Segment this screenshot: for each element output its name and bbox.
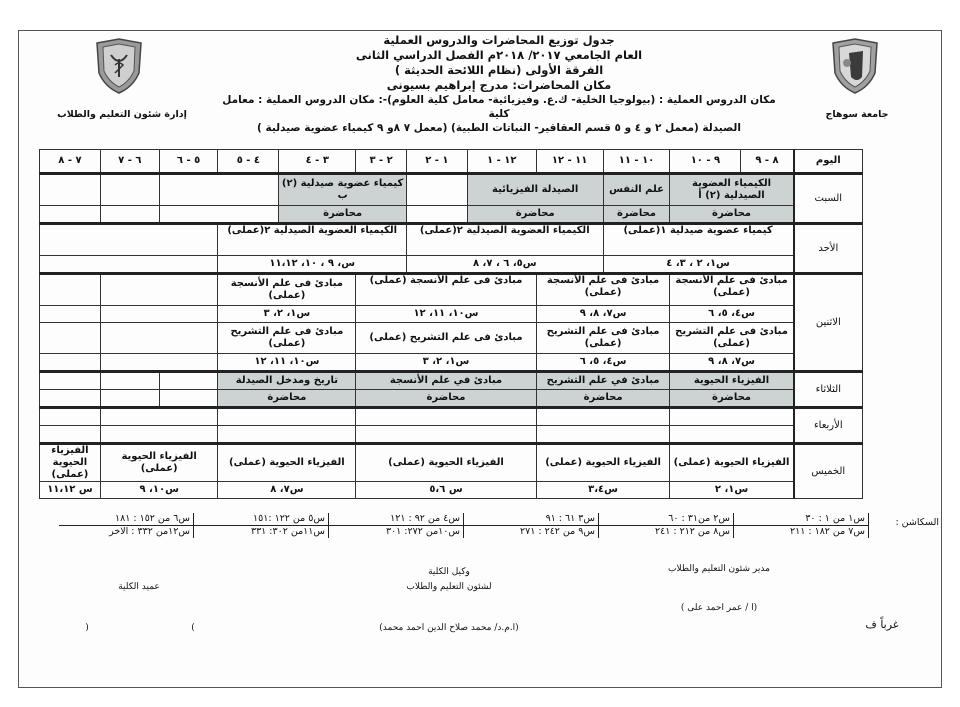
monday-sections-row-1: [40, 306, 863, 323]
dean-name-bracket-right: ): [191, 623, 195, 633]
document-title: جدول توزيع المحاضرات والدروس العملية: [383, 33, 615, 47]
department-caption: إدارة شئون التعليم والطلاب: [57, 109, 187, 120]
sections-cell: س، ٩ ، ١٠، ١١،١٢: [218, 256, 407, 274]
empty-cell: [40, 372, 101, 390]
empty-cell: [100, 390, 159, 408]
faculty-logo: [93, 37, 145, 95]
sections-cell: س٧، ٨، ٩: [670, 354, 794, 372]
course-cell: الصيدلة الفيزيائية: [467, 174, 603, 206]
empty-cell: [100, 206, 159, 224]
empty-cell: [40, 274, 101, 306]
day-column-header: اليوم: [794, 150, 863, 174]
university-emblem-icon: [829, 37, 881, 95]
session-type: محاضرة: [356, 390, 536, 408]
hour-header: ٥ - ٦: [159, 150, 218, 174]
manager-name: (ا / عمر احمد على ): [680, 603, 758, 613]
university-caption: جامعة سوهاج: [825, 109, 889, 120]
session-type: محاضرة: [536, 390, 670, 408]
monday-sections-row-2: [40, 354, 863, 372]
empty-cell: [159, 174, 279, 206]
course-cell: كيمياء عضوية صيدلية ١(عملى): [603, 224, 794, 256]
hour-header: ٣ - ٤: [279, 150, 356, 174]
course-cell: الكيمياء العضوية الصيدلية ٢(عملى): [406, 224, 603, 256]
practicals-place-line-1: مكان الدروس العملية : (بيولوجيا الخلية- ك.ع. وفيزيائية- معامل كلية العلوم)-: مكان الدروس العملية : معامل كلية: [222, 94, 776, 120]
course-cell: مبادئ في علم التشريح: [536, 372, 670, 390]
saturday-row: [40, 174, 863, 206]
course-cell: مبادئ فى علم الأنسجة (عملى): [356, 274, 536, 306]
hour-header: ١٢ - ١: [467, 150, 536, 174]
empty-cell: [100, 354, 218, 372]
course-cell: الفيزياء الحيوية (عملى): [536, 444, 670, 482]
empty-cell: [100, 426, 218, 444]
prepared-by-signature: غرباً ف: [865, 618, 899, 631]
section-range: س١٠من ٢٧٢: ٣٠١: [329, 526, 464, 538]
hour-header: ٢ - ٣: [356, 150, 407, 174]
thursday-sections-row: [40, 482, 863, 499]
empty-cell: [100, 306, 218, 323]
empty-cell: [40, 306, 101, 323]
empty-cell: [159, 372, 218, 390]
hour-header: ١ - ٢: [406, 150, 467, 174]
sections-cell: س١، ٢، ٣: [356, 354, 536, 372]
empty-cell: [536, 408, 670, 426]
lectures-place: مكان المحاضرات: مدرج إبراهيم بسيونى: [386, 78, 612, 92]
section-range: س٩ من ٢٤٢ : ٢٧١: [464, 526, 599, 538]
empty-cell: [100, 274, 218, 306]
hour-header: ٩ - ١٠: [670, 150, 741, 174]
hour-header: ٧ - ٨: [40, 150, 101, 174]
empty-cell: [159, 390, 218, 408]
sections-label: السكاشن :: [895, 517, 939, 528]
empty-cell: [40, 323, 101, 354]
course-cell: مبادئ فى علم التشريح (عملى): [536, 323, 670, 354]
session-type: محاضرة: [670, 206, 794, 224]
academic-year: العام الجامعي ٢٠١٧/ ٢٠١٨م الفصل الدراسي الثانى: [355, 48, 643, 62]
dean-name-bracket-left: (: [85, 623, 89, 633]
empty-cell: [40, 256, 218, 274]
tuesday-row: [40, 372, 863, 390]
course-cell: مبادئ فى علم الأنسجة (عملى): [536, 274, 670, 306]
sections-cell: س١٠، ٩: [100, 482, 218, 499]
sections-cell: س٤، ٥، ٦: [536, 354, 670, 372]
empty-cell: [218, 408, 356, 426]
empty-cell: [100, 408, 218, 426]
dean-title: عميد الكلية: [118, 582, 160, 592]
sections-cell: س١، ٢، ٣: [218, 306, 356, 323]
saturday-type-row: [40, 206, 863, 224]
sections-row-2: [59, 526, 869, 538]
empty-cell: [536, 426, 670, 444]
pharmacy-emblem-icon: [93, 37, 145, 95]
course-cell: مبادئ فى علم التشريح (عملى): [670, 323, 794, 354]
empty-cell: [40, 206, 101, 224]
tuesday-type-row: [40, 390, 863, 408]
course-cell: الفيزياء الحيوية (عملى): [100, 444, 218, 482]
empty-cell: [40, 426, 101, 444]
hours-header-row: [40, 150, 863, 174]
university-logo: [829, 37, 881, 95]
timetable: [39, 149, 863, 499]
empty-cell: [40, 390, 101, 408]
manager-title: مدير شئون التعليم والطلاب: [668, 564, 770, 574]
day-label-wednesday: الأربعاء: [794, 408, 863, 444]
session-type: محاضرة: [603, 206, 670, 224]
section-range: س١١من ٣٠٢: ٣٣١: [194, 526, 329, 538]
course-cell: الكيمياء العضوية الصيدلية ٢(عملى): [218, 224, 407, 256]
sections-cell: س٣،٤: [536, 482, 670, 499]
empty-cell: [100, 372, 159, 390]
hour-header: ١٠ - ١١: [603, 150, 670, 174]
empty-cell: [670, 408, 794, 426]
document-header: [219, 33, 779, 135]
sections-cell: س٧، ٨، ٩: [536, 306, 670, 323]
empty-cell: [218, 426, 356, 444]
empty-cell: [40, 174, 101, 206]
vice-dean-subtitle: لشئون التعليم والطلاب: [406, 582, 492, 592]
sections-cell: س ١١،١٢: [40, 482, 101, 499]
course-cell: تاريخ ومدخل الصيدلة: [218, 372, 356, 390]
sections-cell: س١٠، ١١، ١٢: [218, 354, 356, 372]
course-cell: الفيزياء الحيوية: [670, 372, 794, 390]
section-range: س٦ من ١٥٢ : ١٨١: [59, 513, 194, 525]
course-cell: الفيزياء الحيوية (عملى): [670, 444, 794, 482]
day-label-saturday: السبت: [794, 174, 863, 224]
section-range: س٨ من ٢١٢ : ٢٤١: [599, 526, 734, 538]
course-cell: مبادئ فى علم الأنسجة (عملى): [670, 274, 794, 306]
monday-row-1: [40, 274, 863, 306]
section-range: س١٢من ٣٣٢ : الاخر: [59, 526, 194, 538]
section-range: س٧ من ١٨٢ : ٢١١: [734, 526, 869, 538]
practicals-place-line-2: الصيدلة (معمل ٢ و ٤ و ٥ قسم العقاقير- النباتات الطبية) (معمل ٧ ٨و ٩ كيمياء عضوية صيدلية ): [257, 122, 741, 134]
course-cell: علم النفس: [603, 174, 670, 206]
session-type: محاضرة: [218, 390, 356, 408]
course-cell: كيمياء عضوية صيدلية (٢) ب: [279, 174, 407, 206]
sections-cell: س٧، ٨: [218, 482, 356, 499]
sections-cell: س١، ٢: [670, 482, 794, 499]
document-page: [18, 30, 942, 688]
course-cell: الفيزياء الحيوية (عملى): [40, 444, 101, 482]
day-label-sunday: الأحد: [794, 224, 863, 274]
sections-cell: س ٥،٦: [356, 482, 536, 499]
empty-cell: [40, 408, 101, 426]
day-label-thursday: الخميس: [794, 444, 863, 499]
course-cell: مبادئ فى علم التشريح (عملى): [218, 323, 356, 354]
hour-header: ٨ - ٩: [741, 150, 794, 174]
section-range: س٥ من ١٢٢ :١٥١: [194, 513, 329, 525]
day-label-monday: الاثنين: [794, 274, 863, 372]
sunday-row: [40, 224, 863, 256]
empty-cell: [406, 206, 467, 224]
session-type: محاضرة: [670, 390, 794, 408]
section-range: س١ من ١ : ٣٠: [734, 513, 869, 525]
sections-grid: [59, 513, 869, 538]
sections-cell: س٥، ٦ ، ٧، ٨: [406, 256, 603, 274]
wednesday-row: [40, 408, 863, 426]
session-type: محاضرة: [467, 206, 603, 224]
empty-cell: [406, 174, 467, 206]
empty-cell: [100, 323, 218, 354]
empty-cell: [159, 206, 279, 224]
vice-dean-title: وكيل الكلية: [428, 567, 470, 577]
empty-cell: [356, 426, 536, 444]
vice-dean-name: (ا.م.د/ محمد صلاح الدين احمد محمد): [379, 623, 519, 633]
hour-header: ٤ - ٥: [218, 150, 279, 174]
sunday-sections-row: [40, 256, 863, 274]
wednesday-row-2: [40, 426, 863, 444]
sections-cell: س٤، ٥، ٦: [670, 306, 794, 323]
section-range: س٤ من ٩٢ : ١٢١: [329, 513, 464, 525]
thursday-row: [40, 444, 863, 482]
hour-header: ١١ - ١٢: [536, 150, 603, 174]
course-cell: الكيمياء العضوية الصيدلية (٢) أ: [670, 174, 794, 206]
student-level: الفرقة الأولى (نظام اللائحة الحديثة ): [394, 63, 604, 77]
course-cell: الفيزياء الحيوية (عملى): [356, 444, 536, 482]
empty-cell: [40, 354, 101, 372]
sections-cell: س١، ٢ ، ٣، ٤: [603, 256, 794, 274]
hour-header: ٦ - ٧: [100, 150, 159, 174]
course-cell: الفيزياء الحيوية (عملى): [218, 444, 356, 482]
course-cell: مبادئ فى علم التشريح (عملى): [356, 323, 536, 354]
monday-row-2: [40, 323, 863, 354]
empty-cell: [40, 224, 218, 256]
session-type: محاضرة: [279, 206, 407, 224]
sections-cell: س١٠، ١١، ١٢: [356, 306, 536, 323]
empty-cell: [670, 426, 794, 444]
empty-cell: [100, 174, 159, 206]
day-label-tuesday: الثلاثاء: [794, 372, 863, 408]
course-cell: مبادئ في علم الأنسجة: [356, 372, 536, 390]
section-range: س٢ من٣١ : ٦٠: [599, 513, 734, 525]
sections-row-1: [59, 513, 869, 526]
empty-cell: [356, 408, 536, 426]
section-range: س٣ ٦١ : ٩١: [464, 513, 599, 525]
course-cell: مبادئ فى علم الأنسجة (عملى): [218, 274, 356, 306]
